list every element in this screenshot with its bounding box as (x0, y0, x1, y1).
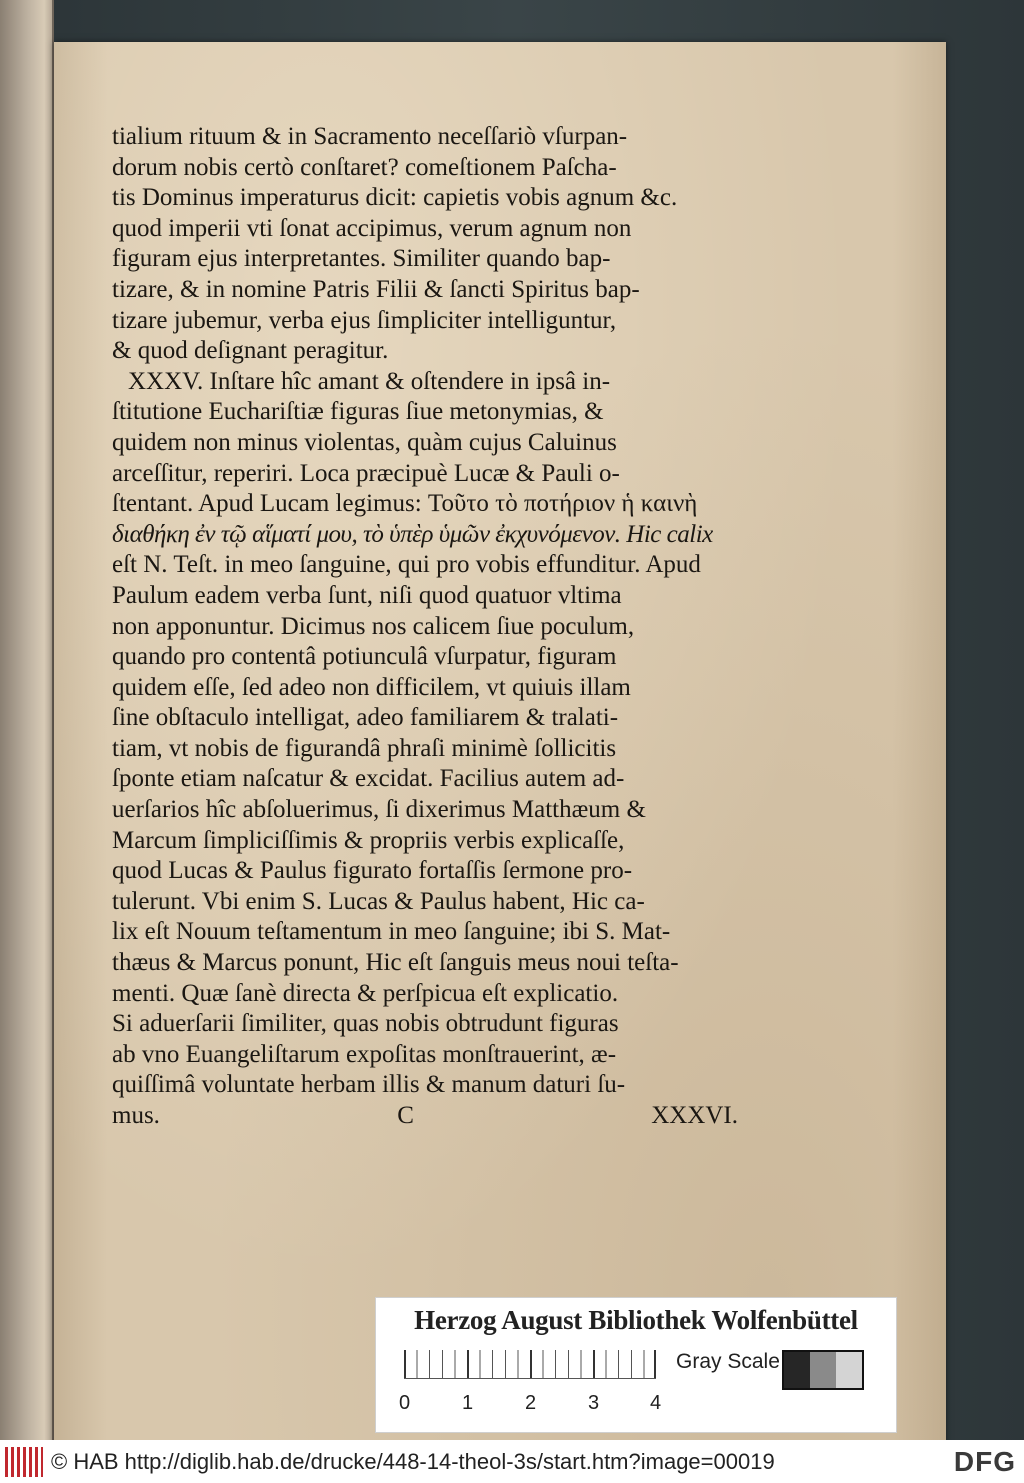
catchword: XXXVI. (651, 1102, 738, 1129)
text-line: quidem eſſe, ſed adeo non difficilem, vt quiuis illam (112, 673, 631, 701)
text-line: ſtentant. Apud Lucam legimus: Τοῦτο τὸ ποτήριον ἡ καινὴ (112, 490, 698, 518)
gray-scale-label: Gray Scale (676, 1350, 780, 1373)
text-line: ſtitutione Euchariſtiæ figuras ſiue metonymias, & (112, 398, 604, 426)
gray-scale-swatches (782, 1350, 864, 1390)
text-line: thæus & Marcus ponunt, Hic eſt ſanguis meus noui teſta- (112, 949, 679, 977)
text-line: eſt N. Teſt. in meo ſanguine, qui pro vobis effunditur. Apud (112, 551, 701, 579)
text-line: quod imperii vti ſonat accipimus, verum agnum non (112, 214, 632, 242)
text-line: tis Dominus imperaturus dicit: capietis vobis agnum &c. (112, 184, 678, 212)
scale-ruler (404, 1350, 656, 1379)
text-line: Marcum ſimpliciſſimis & propriis verbis explicaſſe, (112, 826, 625, 854)
copyright-url[interactable]: © HAB http://diglib.hab.de/drucke/448-14-theol-3s/start.htm?image=00019 (51, 1448, 775, 1474)
text-line: tizare, & in nomine Patris Filii & ſancti Spiritus bap- (112, 275, 640, 303)
text-line: quando pro contentâ potiunculâ vſurpatur, figuram (112, 643, 617, 671)
text-line: figuram ejus interpretantes. Similiter quando bap- (112, 245, 611, 273)
library-color-card (375, 1297, 897, 1433)
text-line: tulerunt. Vbi enim S. Lucas & Paulus habent, Hic ca- (112, 887, 645, 915)
ruler-number: 0 (399, 1392, 411, 1414)
dfg-logo: DFG (953, 1445, 1016, 1477)
library-name: Herzog August Bibliothek Wolfenbüttel (414, 1305, 858, 1335)
text-line: quidem non minus violentas, quàm cujus Caluinus (112, 428, 617, 456)
text-line: Si aduerſarii ſimiliter, quas nobis obtrudunt figuras (112, 1010, 619, 1038)
last-word: mus. (112, 1102, 160, 1129)
text-line: lix eſt Nouum teſtamentum in meo ſanguine; ibi S. Mat- (112, 918, 671, 946)
text-line: ſponte etiam naſcatur & excidat. Facilius autem ad- (112, 765, 625, 793)
ruler-number: 1 (462, 1392, 474, 1414)
ruler-numbers (396, 1392, 666, 1416)
text-line: Paulum eadem verba ſunt, niſi quod quatuor vltima (112, 581, 622, 609)
viewer-footer (0, 1440, 1024, 1483)
page-text (112, 122, 738, 1132)
hab-barcode-icon (5, 1447, 43, 1477)
text-line: ab vno Euangeliſtarum expoſitas monſtrauerint, æ- (112, 1040, 617, 1068)
gray-swatch-dark (784, 1352, 810, 1388)
ruler-number: 3 (588, 1392, 600, 1414)
text-line: tialium rituum & in Sacramento neceſſariò vſurpan- (112, 123, 628, 150)
text-line: uerſarios hîc abſoluerimus, ſi dixerimus Matthæum & (112, 796, 646, 824)
text-line: & quod deſignant peragitur. (112, 337, 389, 365)
ruler-number: 2 (525, 1392, 537, 1414)
text-line: tiam, vt nobis de figurandâ phraſi minimè ſollicitis (112, 734, 617, 762)
text-line: ſine obſtaculo intelligat, adeo familiarem & tralati- (112, 704, 619, 732)
previous-page-edge (0, 0, 54, 1440)
text-line: quod Lucas & Paulus figurato fortaſſis ſermone pro- (112, 857, 633, 885)
text-line: XXXV. Inſtare hîc amant & oſtendere in ipsâ in- (128, 367, 611, 395)
text-line: non apponuntur. Dicimus nos calicem ſiue poculum, (112, 612, 635, 640)
text-line: dorum nobis certò conſtaret? comeſtionem Paſcha- (112, 153, 617, 181)
text-line: quiſſimâ voluntate herbam illis & manum daturi ſu- (112, 1071, 626, 1099)
ruler-number: 4 (650, 1392, 662, 1414)
gray-swatch-light (836, 1352, 862, 1388)
text-line: tizare jubemur, verba ejus ſimpliciter intelliguntur, (112, 306, 617, 334)
gray-swatch-mid (810, 1352, 836, 1388)
text-line: menti. Quæ ſanè directa & perſpicua eſt explicatio. (112, 979, 619, 1007)
paragraph-intro (112, 122, 738, 367)
text-line: arceſſitur, reperiri. Loca præcipuè Lucæ & Pauli o- (112, 459, 620, 487)
text-line: διαθήκη ἐν τῷ αἵματί μου, τὸ ὑπὲρ ὑμῶν ἐκχυνόμενον. Hic calix (112, 520, 713, 548)
page-footer-line (112, 1101, 738, 1132)
paragraph-xxxv (112, 367, 738, 1101)
signature-mark: C (397, 1102, 414, 1129)
